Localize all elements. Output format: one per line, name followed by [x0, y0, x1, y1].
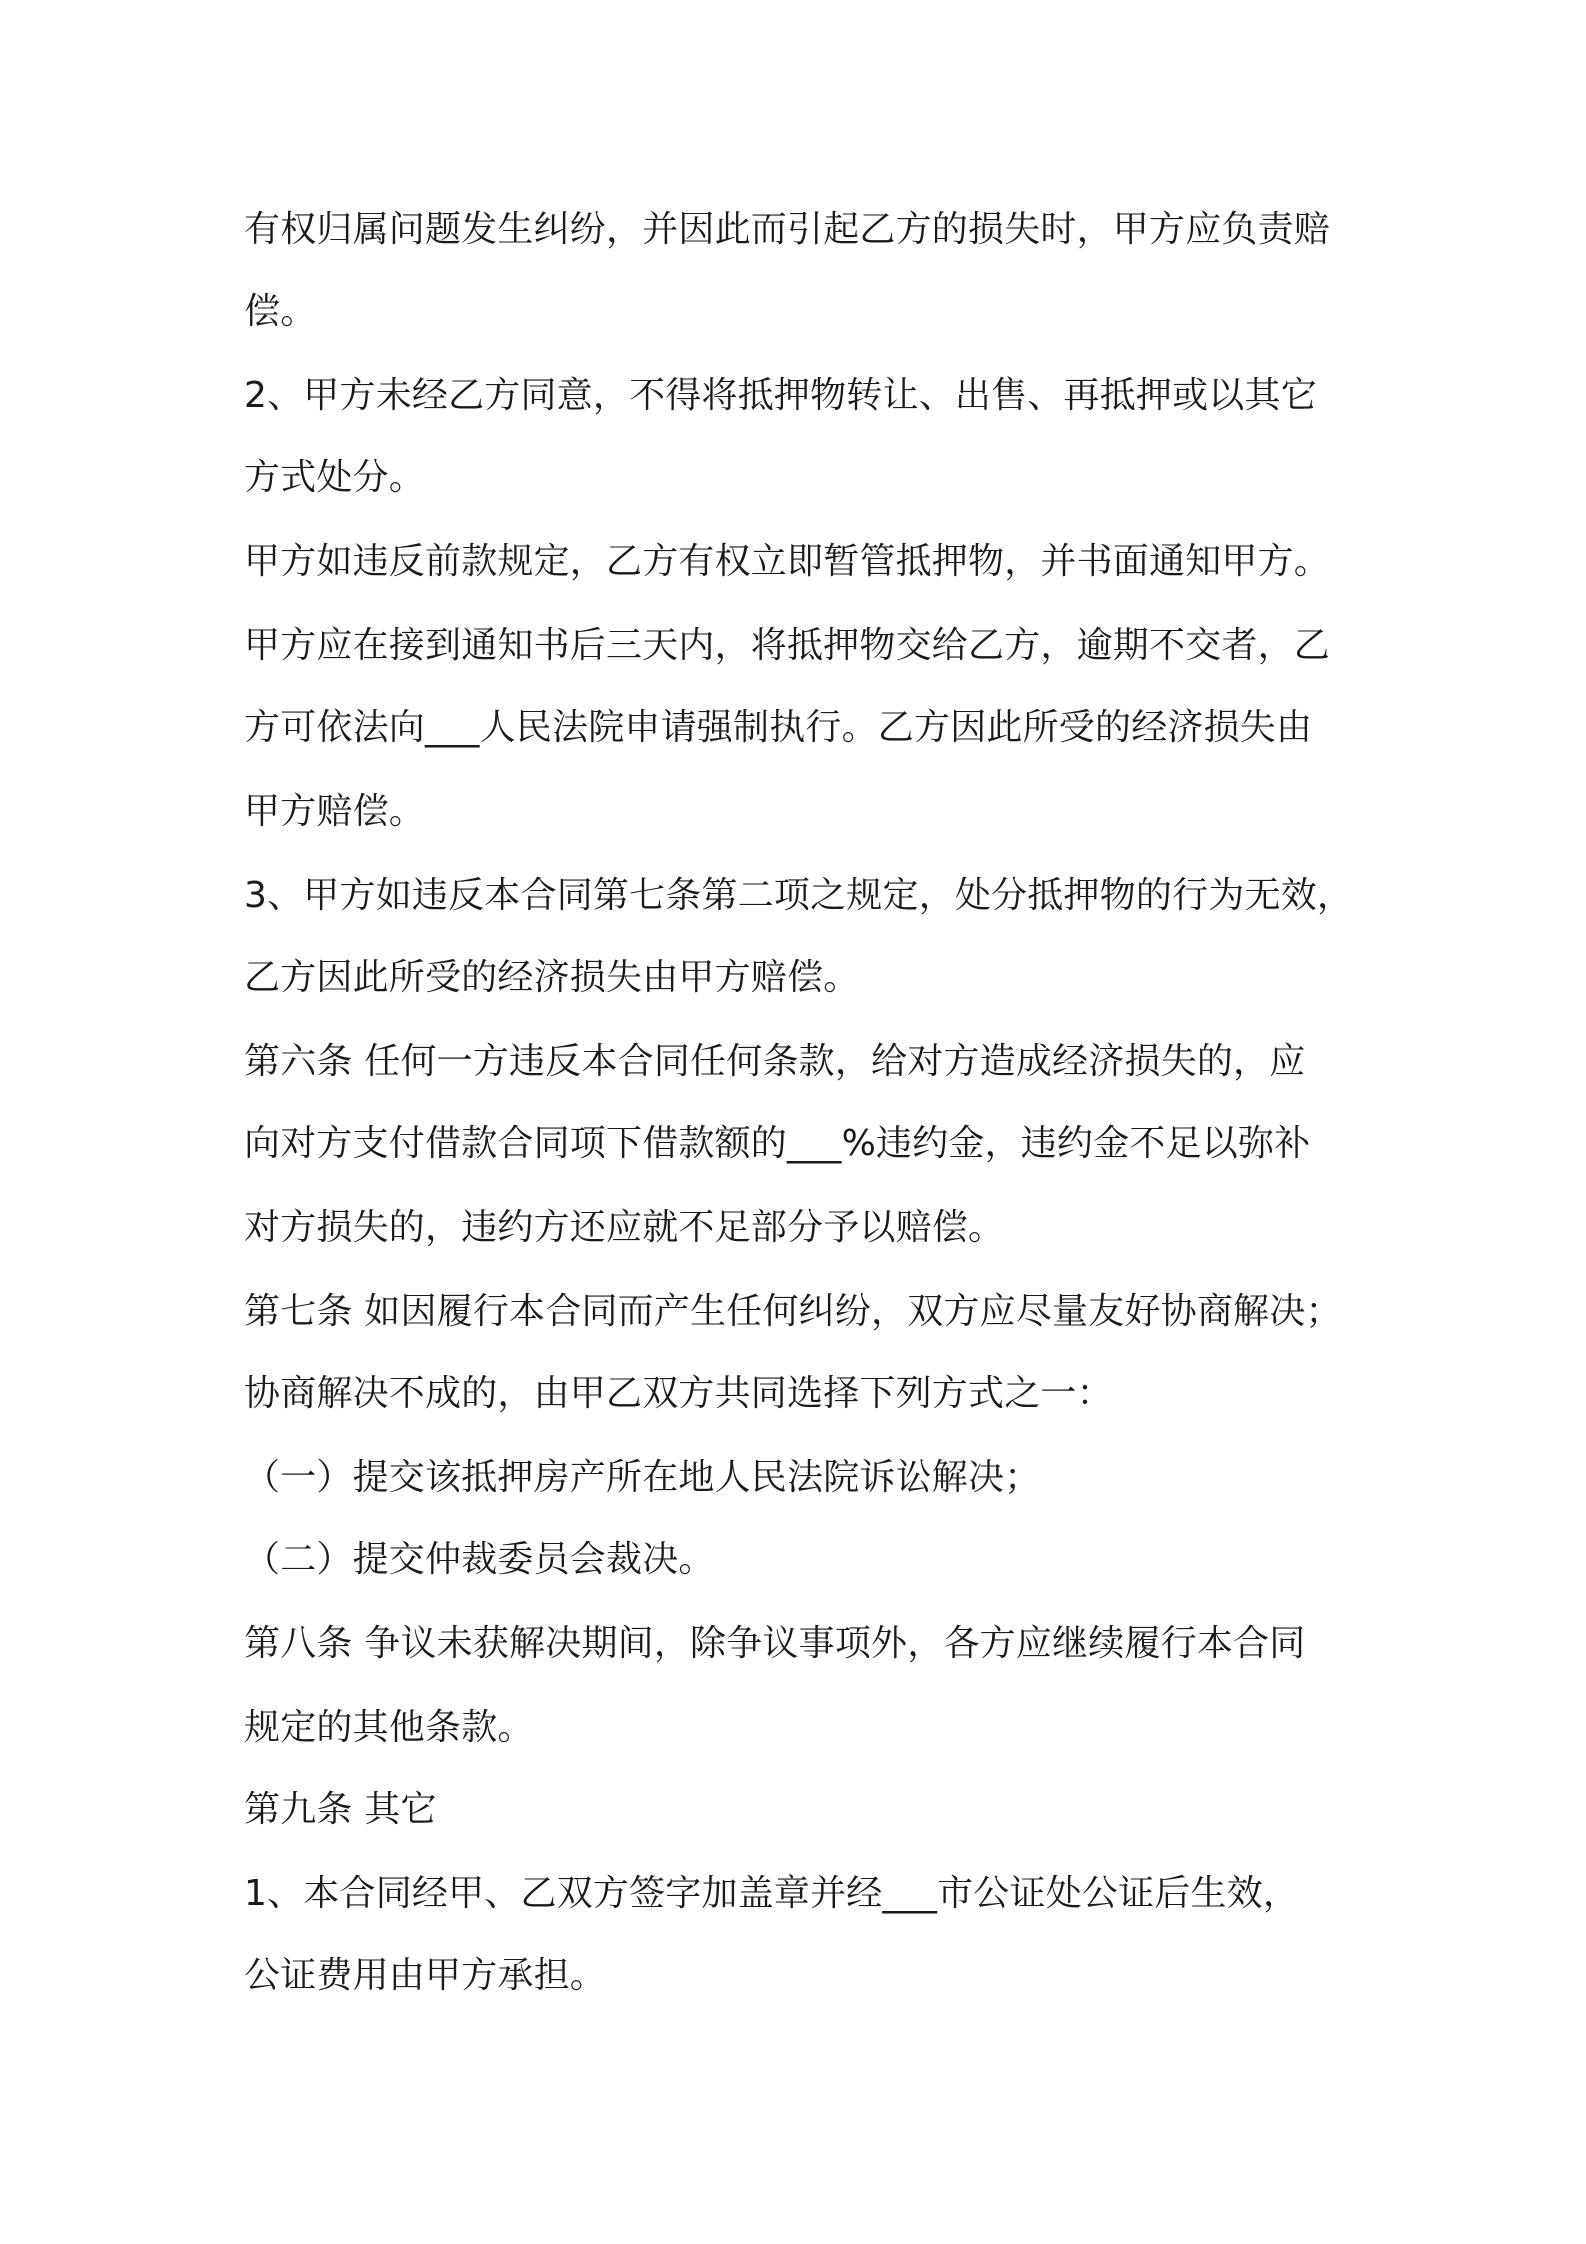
text-line: （二）提交仲裁委员会裁决。 — [244, 1539, 715, 1580]
text-line: 第八条 争议未获解决期间，除争议事项外，各方应继续履行本合同 — [244, 1623, 1306, 1664]
text-line: 甲方赔偿。 — [244, 791, 426, 832]
text-line: 第九条 其它 — [244, 1789, 437, 1830]
text-line: 协商解决不成的，由甲乙双方共同选择下列方式之一： — [244, 1373, 1113, 1414]
text-line: 甲方如违反前款规定，乙方有权立即暂管抵押物，并书面通知甲方。 — [244, 541, 1331, 582]
text-line: （一）提交该抵押房产所在地人民法院诉讼解决； — [244, 1457, 1041, 1498]
text-line: 3、甲方如违反本合同第七条第二项之规定，处分抵押物的行为无效， — [244, 875, 1354, 916]
text-line: 甲方应在接到通知书后三天内，将抵押物交给乙方，逾期不交者，乙 — [244, 625, 1331, 666]
text-line: 有权归属问题发生纠纷，并因此而引起乙方的损失时，甲方应负责赔 — [244, 209, 1331, 250]
text-line: 规定的其他条款。 — [244, 1707, 534, 1748]
text-line: 对方损失的，违约方还应就不足部分予以赔偿。 — [244, 1207, 1005, 1248]
text-line: 1、本合同经甲、乙双方签字加盖章并经___市公证处公证后生效， — [244, 1873, 1300, 1914]
text-line: 2、甲方未经乙方同意，不得将抵押物转让、出售、再抵押或以其它 — [244, 375, 1317, 416]
text-line: 向对方支付借款合同项下借款额的___%违约金，违约金不足以弥补 — [244, 1123, 1311, 1164]
text-line: 乙方因此所受的经济损失由甲方赔偿。 — [244, 957, 860, 998]
text-line: 方式处分。 — [244, 457, 426, 498]
text-line: 方可依法向___人民法院申请强制执行。乙方因此所受的经济损失由 — [244, 707, 1313, 748]
text-line: 偿。 — [244, 291, 317, 332]
text-line: 第七条 如因履行本合同而产生任何纠纷，双方应尽量友好协商解决； — [244, 1291, 1342, 1332]
text-line: 第六条 任何一方违反本合同任何条款，给对方造成经济损失的，应 — [244, 1041, 1306, 1082]
text-line: 公证费用由甲方承担。 — [244, 1955, 607, 1996]
